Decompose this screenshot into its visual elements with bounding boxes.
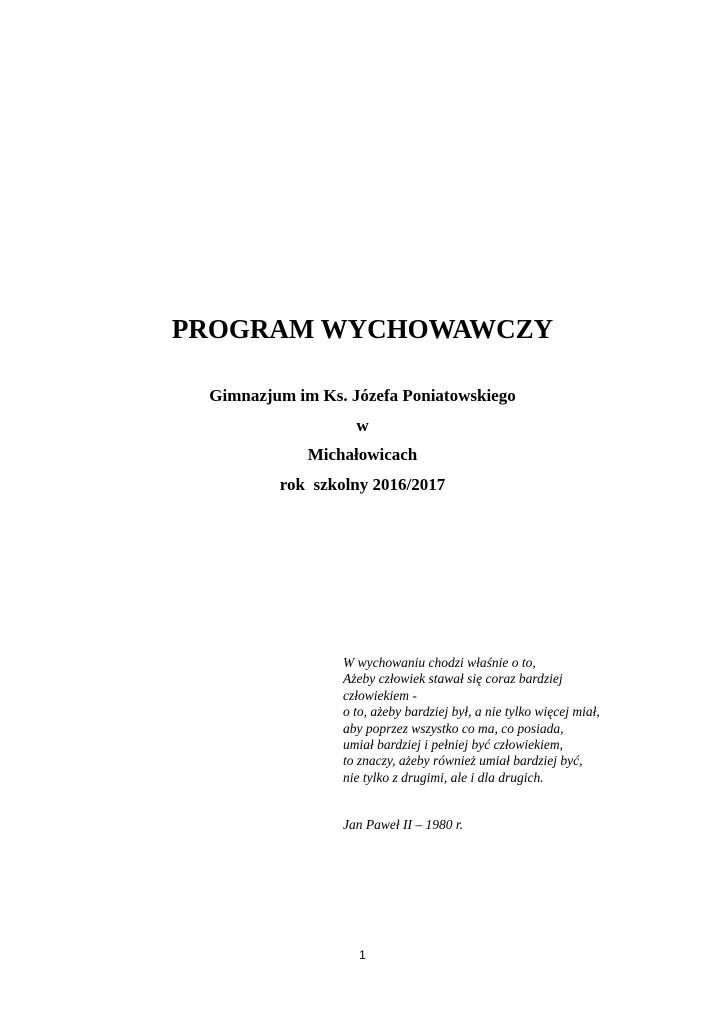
quote-line: Ażeby człowiek stawał się coraz bardziej <box>343 671 563 687</box>
quote-line: umiał bardziej i pełniej być człowiekiem, <box>343 736 563 752</box>
page-number: 1 <box>359 948 366 962</box>
school-year: rok szkolny 2016/2017 <box>279 474 446 494</box>
school-name: Gimnazjum im Ks. Józefa Poniatowskiego <box>209 386 516 405</box>
quote-author: Jan Paweł II – 1980 r. <box>343 817 463 832</box>
quote-line: W wychowaniu chodzi właśnie o to, <box>343 655 536 670</box>
school-info <box>0 381 725 499</box>
quote-line: aby poprzez wszystko co ma, co posiada, <box>343 720 564 736</box>
school-preposition: w <box>356 415 369 435</box>
quote-line: człowiekiem - <box>343 687 417 703</box>
school-location: Michałowicach <box>307 445 418 464</box>
quote-line: to znaczy, ażeby również umiał bardziej być, <box>343 753 583 769</box>
quote-line: nie tylko z drugimi, ale i dla drugich. <box>343 769 544 785</box>
epigraph-quote <box>343 655 683 786</box>
document-title: PROGRAM WYCHOWAWCZY <box>171 314 554 344</box>
quote-line: o to, ażeby bardziej był, a nie tylko więcej miał, <box>343 704 600 720</box>
